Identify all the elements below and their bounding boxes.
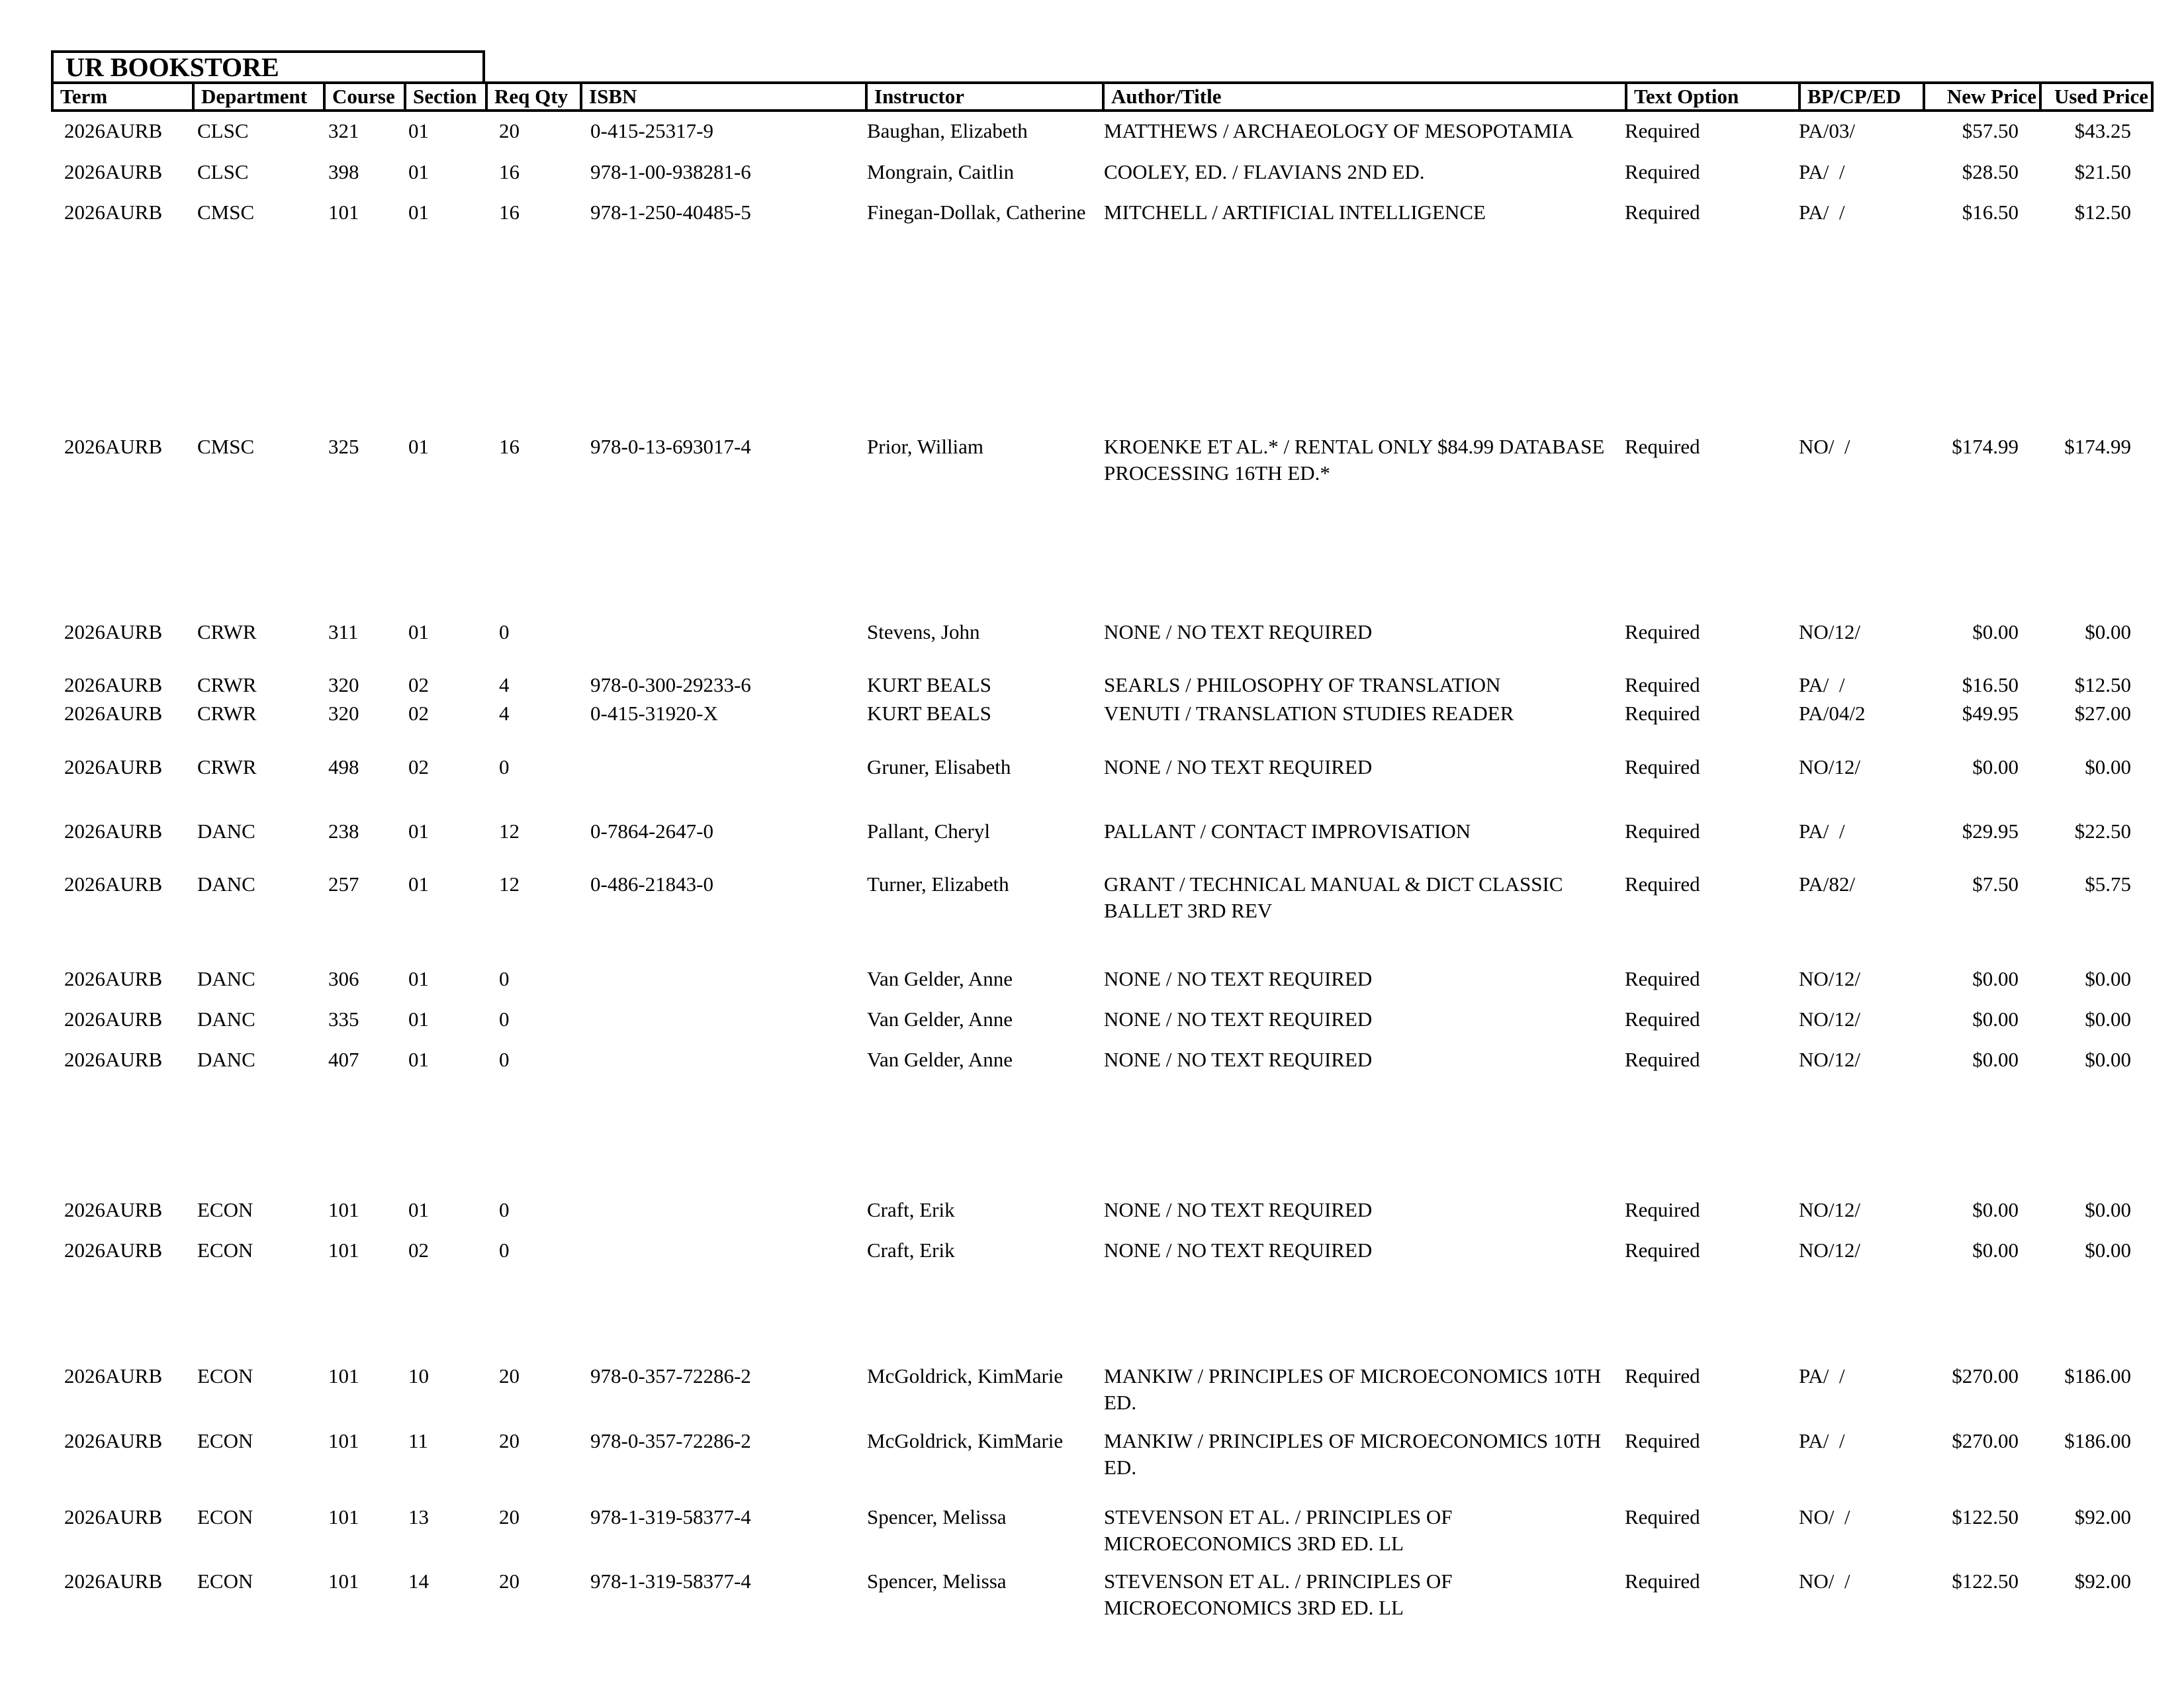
cell-req-qty: 20 xyxy=(499,119,520,142)
table-row xyxy=(0,619,2184,679)
cell-used-price: $27.00 xyxy=(2074,702,2131,725)
cell-course: 257 xyxy=(328,872,359,896)
cell-section: 13 xyxy=(408,1505,429,1528)
cell-author-title: NONE / NO TEXT REQUIRED xyxy=(1104,755,1373,778)
cell-req-qty: 4 xyxy=(499,702,510,725)
cell-section: 01 xyxy=(408,1198,429,1221)
cell-instructor: Pallant, Cheryl xyxy=(867,820,990,843)
cell-section: 01 xyxy=(408,435,429,458)
cell-new-price: $16.50 xyxy=(1962,673,2019,696)
cell-department: CRWR xyxy=(197,702,257,725)
cell-isbn: 978-1-00-938281-6 xyxy=(590,160,751,183)
cell-req-qty: 0 xyxy=(499,967,510,990)
cell-new-price: $0.00 xyxy=(1972,1008,2019,1031)
cell-author-title: NONE / NO TEXT REQUIRED xyxy=(1104,1008,1373,1031)
cell-isbn: 978-0-357-72286-2 xyxy=(590,1429,751,1452)
cell-author-title: MATTHEWS / ARCHAEOLOGY OF MESOPOTAMIA xyxy=(1104,119,1574,142)
table-row xyxy=(0,1568,2184,1628)
cell-department: CMSC xyxy=(197,201,255,224)
cell-text-option: Required xyxy=(1625,1570,1700,1593)
cell-req-qty: 16 xyxy=(499,201,520,224)
cell-isbn: 0-486-21843-0 xyxy=(590,872,713,896)
cell-instructor: Craft, Erik xyxy=(867,1239,955,1262)
table-row xyxy=(0,199,2184,259)
cell-text-option: Required xyxy=(1625,702,1700,725)
cell-new-price: $122.50 xyxy=(1952,1505,2019,1528)
cell-course: 335 xyxy=(328,1008,359,1031)
cell-used-price: $12.50 xyxy=(2074,673,2131,696)
header-used-price: Used Price xyxy=(2039,84,2151,109)
cell-used-price: $0.00 xyxy=(2085,1048,2131,1071)
cell-section: 11 xyxy=(408,1429,428,1452)
cell-term: 2026AURB xyxy=(64,673,163,696)
cell-bp-cp-ed: NO/ / xyxy=(1799,435,1850,458)
cell-new-price: $28.50 xyxy=(1962,160,2019,183)
cell-bp-cp-ed: PA/ / xyxy=(1799,673,1845,696)
cell-author-title: KROENKE ET AL.* / RENTAL ONLY $84.99 DATABASE PROCESSING 16TH ED.* xyxy=(1104,435,1605,485)
header-section: Section xyxy=(404,84,485,109)
cell-used-price: $0.00 xyxy=(2085,1239,2131,1262)
cell-new-price: $49.95 xyxy=(1962,702,2019,725)
header-term: Term xyxy=(60,85,108,108)
cell-term: 2026AURB xyxy=(64,1364,163,1387)
cell-section: 10 xyxy=(408,1364,429,1387)
cell-bp-cp-ed: NO/12/ xyxy=(1799,755,1860,778)
cell-isbn: 978-0-13-693017-4 xyxy=(590,435,751,458)
cell-department: DANC xyxy=(197,1008,255,1031)
cell-bp-cp-ed: NO/12/ xyxy=(1799,1048,1860,1071)
cell-instructor: Craft, Erik xyxy=(867,1198,955,1221)
cell-course: 101 xyxy=(328,1429,359,1452)
cell-section: 01 xyxy=(408,1048,429,1071)
cell-department: ECON xyxy=(197,1505,253,1528)
cell-instructor: Gruner, Elisabeth xyxy=(867,755,1011,778)
cell-author-title: MITCHELL / ARTIFICIAL INTELLIGENCE xyxy=(1104,201,1486,224)
header-course: Course xyxy=(323,84,404,109)
cell-text-option: Required xyxy=(1625,755,1700,778)
cell-isbn: 978-1-250-40485-5 xyxy=(590,201,751,224)
table-row xyxy=(0,434,2184,493)
cell-term: 2026AURB xyxy=(64,435,163,458)
cell-author-title: STEVENSON ET AL. / PRINCIPLES OF MICROECONOMICS 3RD ED. LL xyxy=(1104,1505,1453,1555)
cell-isbn: 978-0-357-72286-2 xyxy=(590,1364,751,1387)
cell-used-price: $174.99 xyxy=(2064,435,2131,458)
cell-used-price: $92.00 xyxy=(2074,1505,2131,1528)
cell-req-qty: 0 xyxy=(499,1198,510,1221)
cell-section: 01 xyxy=(408,872,429,896)
cell-req-qty: 12 xyxy=(499,872,520,896)
cell-bp-cp-ed: PA/ / xyxy=(1799,201,1845,224)
cell-term: 2026AURB xyxy=(64,620,163,643)
cell-bp-cp-ed: PA/ / xyxy=(1799,820,1845,843)
table-row xyxy=(0,754,2184,814)
cell-used-price: $92.00 xyxy=(2074,1570,2131,1593)
cell-used-price: $22.50 xyxy=(2074,820,2131,843)
cell-author-title: GRANT / TECHNICAL MANUAL & DICT CLASSIC BALLET 3RD REV xyxy=(1104,872,1563,922)
header-bp-cp-ed: BP/CP/ED xyxy=(1798,84,1923,109)
cell-department: CLSC xyxy=(197,119,249,142)
cell-req-qty: 20 xyxy=(499,1505,520,1528)
cell-new-price: $7.50 xyxy=(1972,872,2019,896)
cell-used-price: $186.00 xyxy=(2064,1364,2131,1387)
cell-bp-cp-ed: NO/12/ xyxy=(1799,1239,1860,1262)
cell-bp-cp-ed: PA/04/2 xyxy=(1799,702,1866,725)
bookstore-title: UR BOOKSTORE xyxy=(51,50,485,81)
cell-req-qty: 16 xyxy=(499,435,520,458)
cell-new-price: $57.50 xyxy=(1962,119,2019,142)
header-text-option: Text Option xyxy=(1625,84,1798,109)
cell-bp-cp-ed: NO/12/ xyxy=(1799,1198,1860,1221)
cell-department: CRWR xyxy=(197,673,257,696)
cell-course: 101 xyxy=(328,201,359,224)
cell-instructor: Spencer, Melissa xyxy=(867,1570,1007,1593)
table-row xyxy=(0,700,2184,760)
cell-author-title: NONE / NO TEXT REQUIRED xyxy=(1104,1239,1373,1262)
cell-department: DANC xyxy=(197,872,255,896)
cell-course: 320 xyxy=(328,673,359,696)
cell-instructor: KURT BEALS xyxy=(867,673,991,696)
cell-used-price: $0.00 xyxy=(2085,620,2131,643)
header-req-qty: Req Qty xyxy=(485,84,580,109)
cell-department: CLSC xyxy=(197,160,249,183)
table-row xyxy=(0,871,2184,931)
cell-term: 2026AURB xyxy=(64,160,163,183)
cell-author-title: MANKIW / PRINCIPLES OF MICROECONOMICS 10TH ED. xyxy=(1104,1364,1602,1414)
cell-department: ECON xyxy=(197,1239,253,1262)
cell-term: 2026AURB xyxy=(64,1008,163,1031)
cell-author-title: NONE / NO TEXT REQUIRED xyxy=(1104,1048,1373,1071)
cell-req-qty: 0 xyxy=(499,1008,510,1031)
table-row xyxy=(0,1428,2184,1487)
cell-used-price: $0.00 xyxy=(2085,1198,2131,1221)
cell-author-title: SEARLS / PHILOSOPHY OF TRANSLATION xyxy=(1104,673,1501,696)
cell-course: 306 xyxy=(328,967,359,990)
cell-text-option: Required xyxy=(1625,119,1700,142)
cell-instructor: McGoldrick, KimMarie xyxy=(867,1364,1064,1387)
cell-instructor: Spencer, Melissa xyxy=(867,1505,1007,1528)
cell-section: 01 xyxy=(408,160,429,183)
cell-new-price: $16.50 xyxy=(1962,201,2019,224)
cell-bp-cp-ed: NO/12/ xyxy=(1799,1008,1860,1031)
cell-course: 101 xyxy=(328,1570,359,1593)
cell-section: 14 xyxy=(408,1570,429,1593)
cell-term: 2026AURB xyxy=(64,1198,163,1221)
cell-department: DANC xyxy=(197,967,255,990)
cell-bp-cp-ed: PA/ / xyxy=(1799,1364,1845,1387)
cell-req-qty: 0 xyxy=(499,755,510,778)
cell-instructor: Prior, William xyxy=(867,435,984,458)
cell-section: 01 xyxy=(408,820,429,843)
cell-term: 2026AURB xyxy=(64,201,163,224)
cell-section: 02 xyxy=(408,702,429,725)
cell-req-qty: 20 xyxy=(499,1364,520,1387)
cell-author-title: NONE / NO TEXT REQUIRED xyxy=(1104,967,1373,990)
table-row xyxy=(0,818,2184,878)
cell-bp-cp-ed: PA/82/ xyxy=(1799,872,1856,896)
cell-author-title: MANKIW / PRINCIPLES OF MICROECONOMICS 10TH ED. xyxy=(1104,1429,1602,1479)
cell-bp-cp-ed: NO/ / xyxy=(1799,1505,1850,1528)
cell-course: 101 xyxy=(328,1239,359,1262)
cell-new-price: $0.00 xyxy=(1972,1239,2019,1262)
cell-new-price: $0.00 xyxy=(1972,1048,2019,1071)
cell-term: 2026AURB xyxy=(64,1570,163,1593)
cell-department: CRWR xyxy=(197,620,257,643)
cell-new-price: $0.00 xyxy=(1972,967,2019,990)
cell-course: 325 xyxy=(328,435,359,458)
cell-term: 2026AURB xyxy=(64,119,163,142)
cell-new-price: $0.00 xyxy=(1972,1198,2019,1221)
cell-course: 311 xyxy=(328,620,359,643)
cell-new-price: $270.00 xyxy=(1952,1429,2019,1452)
cell-text-option: Required xyxy=(1625,1364,1700,1387)
cell-bp-cp-ed: PA/03/ xyxy=(1799,119,1856,142)
cell-text-option: Required xyxy=(1625,673,1700,696)
cell-course: 320 xyxy=(328,702,359,725)
header-new-price: New Price xyxy=(1923,84,2039,109)
cell-department: ECON xyxy=(197,1429,253,1452)
cell-text-option: Required xyxy=(1625,1429,1700,1452)
cell-term: 2026AURB xyxy=(64,1239,163,1262)
cell-text-option: Required xyxy=(1625,820,1700,843)
cell-instructor: Turner, Elizabeth xyxy=(867,872,1009,896)
cell-req-qty: 12 xyxy=(499,820,520,843)
cell-text-option: Required xyxy=(1625,1505,1700,1528)
cell-instructor: Baughan, Elizabeth xyxy=(867,119,1028,142)
cell-course: 498 xyxy=(328,755,359,778)
cell-text-option: Required xyxy=(1625,201,1700,224)
cell-department: ECON xyxy=(197,1364,253,1387)
cell-instructor: Van Gelder, Anne xyxy=(867,1008,1013,1031)
cell-author-title: NONE / NO TEXT REQUIRED xyxy=(1104,620,1373,643)
cell-used-price: $186.00 xyxy=(2064,1429,2131,1452)
cell-req-qty: 20 xyxy=(499,1570,520,1593)
cell-instructor: KURT BEALS xyxy=(867,702,991,725)
cell-instructor: McGoldrick, KimMarie xyxy=(867,1429,1064,1452)
cell-course: 101 xyxy=(328,1198,359,1221)
cell-section: 01 xyxy=(408,1008,429,1031)
cell-text-option: Required xyxy=(1625,1239,1700,1262)
cell-author-title: PALLANT / CONTACT IMPROVISATION xyxy=(1104,820,1471,843)
cell-course: 101 xyxy=(328,1505,359,1528)
cell-req-qty: 4 xyxy=(499,673,510,696)
cell-author-title: COOLEY, ED. / FLAVIANS 2ND ED. xyxy=(1104,160,1425,183)
cell-department: CMSC xyxy=(197,435,255,458)
cell-used-price: $12.50 xyxy=(2074,201,2131,224)
table-row xyxy=(0,1237,2184,1297)
cell-section: 01 xyxy=(408,119,429,142)
cell-instructor: Van Gelder, Anne xyxy=(867,967,1013,990)
cell-bp-cp-ed: NO/ / xyxy=(1799,1570,1850,1593)
header-author-title: Author/Title xyxy=(1102,84,1625,109)
cell-department: CRWR xyxy=(197,755,257,778)
cell-req-qty: 16 xyxy=(499,160,520,183)
cell-text-option: Required xyxy=(1625,160,1700,183)
cell-text-option: Required xyxy=(1625,620,1700,643)
cell-new-price: $0.00 xyxy=(1972,620,2019,643)
cell-instructor: Finegan-Dollak, Catherine xyxy=(867,201,1086,224)
cell-bp-cp-ed: NO/12/ xyxy=(1799,967,1860,990)
cell-text-option: Required xyxy=(1625,872,1700,896)
cell-term: 2026AURB xyxy=(64,1048,163,1071)
cell-author-title: VENUTI / TRANSLATION STUDIES READER xyxy=(1104,702,1514,725)
cell-isbn: 978-1-319-58377-4 xyxy=(590,1570,751,1593)
cell-term: 2026AURB xyxy=(64,702,163,725)
cell-term: 2026AURB xyxy=(64,872,163,896)
cell-section: 01 xyxy=(408,967,429,990)
cell-instructor: Stevens, John xyxy=(867,620,980,643)
cell-section: 02 xyxy=(408,755,429,778)
cell-isbn: 0-415-25317-9 xyxy=(590,119,713,142)
cell-isbn: 0-415-31920-X xyxy=(590,702,718,725)
cell-isbn: 0-7864-2647-0 xyxy=(590,820,713,843)
cell-course: 407 xyxy=(328,1048,359,1071)
cell-req-qty: 20 xyxy=(499,1429,520,1452)
cell-bp-cp-ed: PA/ / xyxy=(1799,1429,1845,1452)
cell-department: ECON xyxy=(197,1570,253,1593)
cell-instructor: Mongrain, Caitlin xyxy=(867,160,1015,183)
cell-new-price: $29.95 xyxy=(1962,820,2019,843)
cell-text-option: Required xyxy=(1625,967,1700,990)
cell-section: 01 xyxy=(408,201,429,224)
cell-req-qty: 0 xyxy=(499,1048,510,1071)
cell-isbn: 978-0-300-29233-6 xyxy=(590,673,751,696)
cell-text-option: Required xyxy=(1625,435,1700,458)
cell-author-title: STEVENSON ET AL. / PRINCIPLES OF MICROECONOMICS 3RD ED. LL xyxy=(1104,1570,1453,1619)
cell-isbn: 978-1-319-58377-4 xyxy=(590,1505,751,1528)
cell-text-option: Required xyxy=(1625,1048,1700,1071)
cell-new-price: $174.99 xyxy=(1952,435,2019,458)
cell-term: 2026AURB xyxy=(64,1429,163,1452)
table-row xyxy=(0,1504,2184,1564)
cell-text-option: Required xyxy=(1625,1008,1700,1031)
cell-used-price: $0.00 xyxy=(2085,967,2131,990)
cell-course: 398 xyxy=(328,160,359,183)
header-instructor: Instructor xyxy=(865,84,1102,109)
cell-section: 01 xyxy=(408,620,429,643)
table-row xyxy=(0,1047,2184,1106)
cell-used-price: $21.50 xyxy=(2074,160,2131,183)
cell-term: 2026AURB xyxy=(64,967,163,990)
table-row xyxy=(0,1363,2184,1423)
cell-term: 2026AURB xyxy=(64,1505,163,1528)
header-department: Department xyxy=(192,84,323,109)
cell-used-price: $0.00 xyxy=(2085,755,2131,778)
header-isbn: ISBN xyxy=(580,84,865,109)
cell-course: 238 xyxy=(328,820,359,843)
cell-department: DANC xyxy=(197,820,255,843)
cell-course: 101 xyxy=(328,1364,359,1387)
cell-section: 02 xyxy=(408,1239,429,1262)
cell-used-price: $0.00 xyxy=(2085,1008,2131,1031)
cell-new-price: $122.50 xyxy=(1952,1570,2019,1593)
cell-used-price: $5.75 xyxy=(2085,872,2131,896)
cell-term: 2026AURB xyxy=(64,755,163,778)
cell-course: 321 xyxy=(328,119,359,142)
cell-used-price: $43.25 xyxy=(2074,119,2131,142)
cell-new-price: $0.00 xyxy=(1972,755,2019,778)
cell-instructor: Van Gelder, Anne xyxy=(867,1048,1013,1071)
cell-author-title: NONE / NO TEXT REQUIRED xyxy=(1104,1198,1373,1221)
cell-text-option: Required xyxy=(1625,1198,1700,1221)
cell-new-price: $270.00 xyxy=(1952,1364,2019,1387)
cell-bp-cp-ed: PA/ / xyxy=(1799,160,1845,183)
cell-section: 02 xyxy=(408,673,429,696)
cell-department: DANC xyxy=(197,1048,255,1071)
cell-req-qty: 0 xyxy=(499,620,510,643)
cell-bp-cp-ed: NO/12/ xyxy=(1799,620,1860,643)
cell-term: 2026AURB xyxy=(64,820,163,843)
cell-req-qty: 0 xyxy=(499,1239,510,1262)
cell-department: ECON xyxy=(197,1198,253,1221)
